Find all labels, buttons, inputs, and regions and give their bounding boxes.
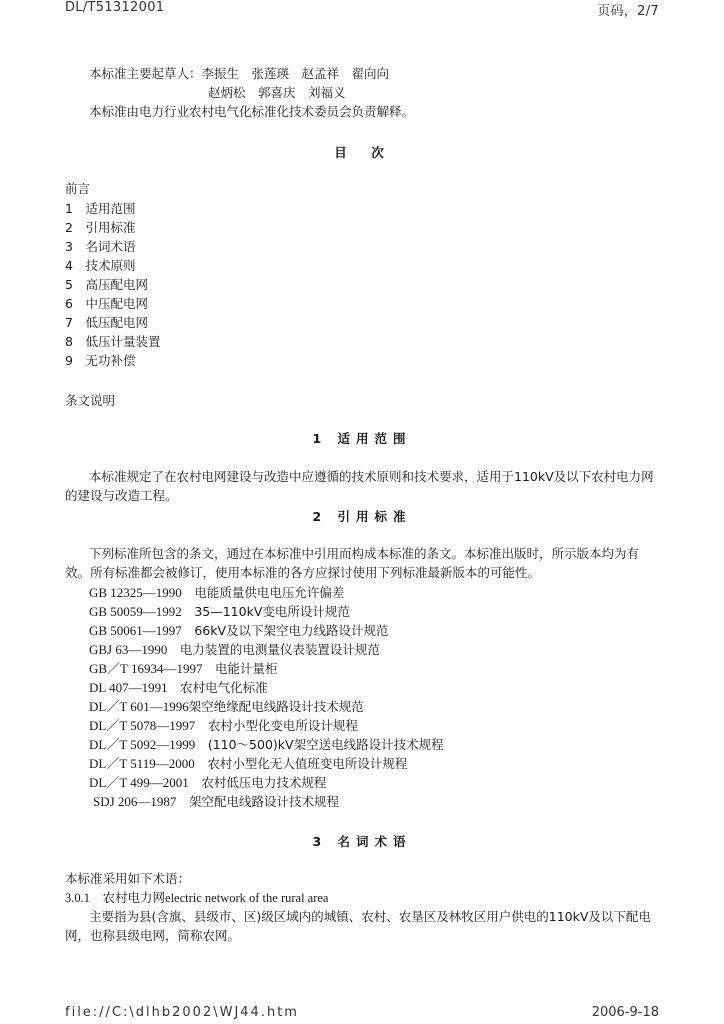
ref-item: GBJ 63—1990 电力装置的电测量仪表装置设计规范 <box>89 642 380 657</box>
toc-clause-note-link[interactable]: 条文说明 <box>65 393 116 408</box>
ref-item: SDJ 206—1987 架空配电线路设计技术规程 <box>93 794 339 809</box>
toc-item-9[interactable]: 9 无功补偿 <box>65 353 136 368</box>
drafters-line-2: 赵炳松 郭喜庆 刘福义 <box>208 85 346 100</box>
toc-item-1[interactable]: 1 适用范围 <box>65 201 136 216</box>
footer-file-path: file://C:\dlhb2002\WJ44.htm <box>65 1005 299 1020</box>
footer-date: 2006-9-18 <box>591 1005 659 1020</box>
section-2-heading: 2 引用标准 <box>312 509 412 524</box>
ref-item: DL／T 5092—1999 (110～500)kV架空送电线路设计技术规程 <box>89 737 444 752</box>
toc-item-8[interactable]: 8 低压计量装置 <box>65 334 161 349</box>
ref-item: DL／T 499—2001 农村低压电力技术规程 <box>89 775 327 790</box>
ref-item: GB／T 16934—1997 电能计量柜 <box>89 661 278 676</box>
section-1-body: 本标准规定了在农村电网建设与改造中应遵循的技术原则和技术要求，适用于110kV及以下农村电力网的建设与改造工程。 <box>65 469 654 503</box>
section-2-body: 下列标准所包含的条文，通过在本标准中引用而构成本标准的条文。本标准出版时，所示版本均为有效。所有标准都会被修订，使用本标准的各方应探讨使用下列标准最新版本的可能性。 <box>65 546 640 580</box>
toc-item-2[interactable]: 2 引用标准 <box>65 220 136 235</box>
doc-code: DL/T51312001 <box>65 0 165 15</box>
interpretation-note: 本标准由电力行业农村电气化标准化技术委员会负责解释。 <box>89 104 415 119</box>
ref-item: GB 12325—1990 电能质量供电电压允许偏差 <box>89 585 345 600</box>
drafters-line-1: 本标准主要起草人：李振生 张莲瑛 赵孟祥 翟向向 <box>89 66 390 81</box>
page-indicator: 页码，2/7 <box>597 4 659 19</box>
ref-item: GB 50059—1992 35—110kV变电所设计规范 <box>89 604 350 619</box>
term-entry: 3.0.1 农村电力网electric network of the rural area <box>65 890 329 905</box>
toc-item-5[interactable]: 5 高压配电网 <box>65 277 148 292</box>
ref-item: GB 50061—1997 66kV及以下架空电力线路设计规范 <box>89 623 389 638</box>
section-3-intro: 本标准采用如下术语： <box>65 871 191 886</box>
toc-item-3[interactable]: 3 名词术语 <box>65 239 136 254</box>
toc-item-7[interactable]: 7 低压配电网 <box>65 315 148 330</box>
ref-item: DL／T 5119—2000 农村小型化无人值班变电所设计规程 <box>89 756 408 771</box>
section-3-heading: 3 名词术语 <box>312 834 412 849</box>
ref-item: DL／T 601—1996架空绝缘配电线路设计技术规范 <box>89 699 364 714</box>
ref-item: DL／T 5078—1997 农村小型化变电所设计规程 <box>89 718 358 733</box>
toc-title: 目 次 <box>334 145 390 160</box>
toc-item-4[interactable]: 4 技术原则 <box>65 258 136 273</box>
section-1-heading: 1 适用范围 <box>312 431 412 446</box>
ref-item: DL 407—1991 农村电气化标准 <box>89 680 268 695</box>
term-definition: 主要指为县(含旗、县级市、区)级区域内的城镇、农村、农垦区及林牧区用户供电的110kV及以下配电网，也称县级电网，简称农网。 <box>65 909 651 943</box>
toc-foreword-link[interactable]: 前言 <box>65 181 91 196</box>
toc-item-6[interactable]: 6 中压配电网 <box>65 296 148 311</box>
